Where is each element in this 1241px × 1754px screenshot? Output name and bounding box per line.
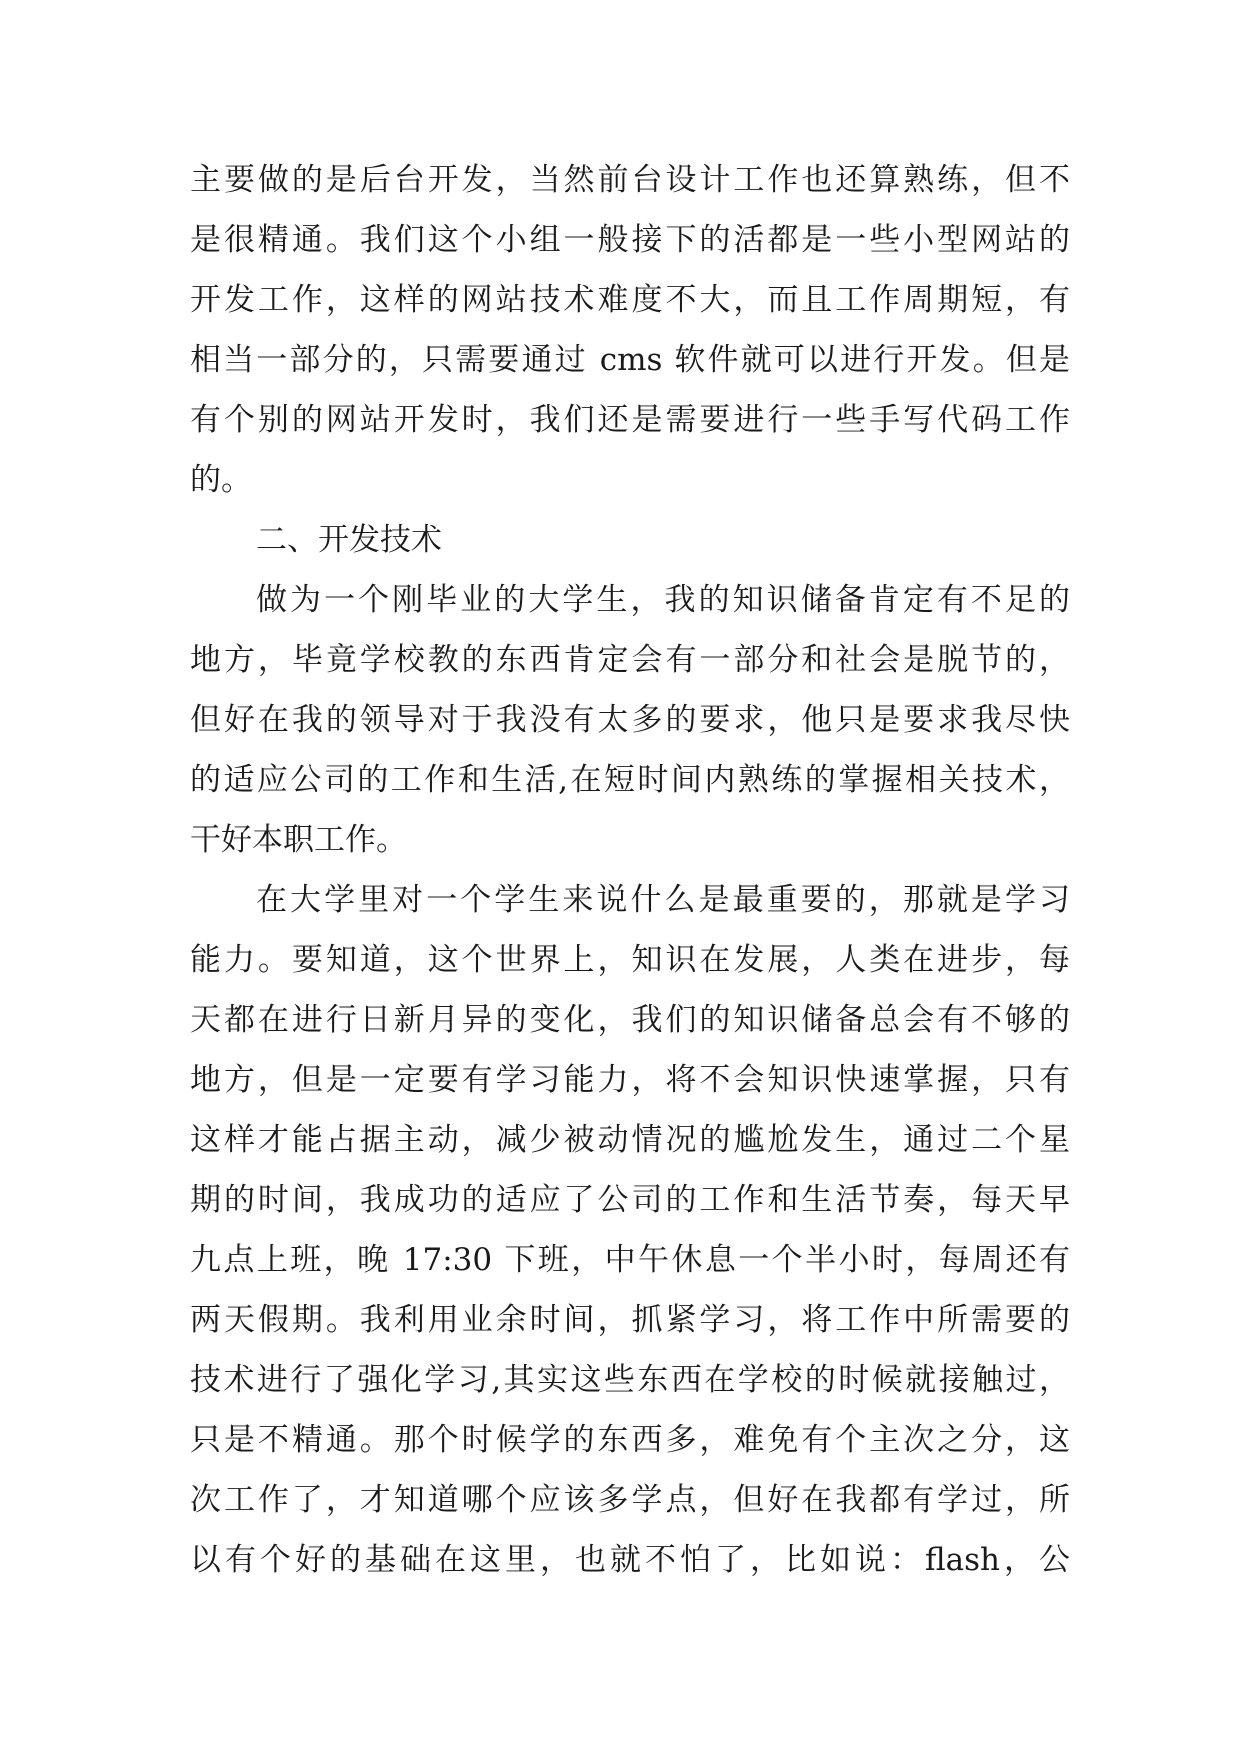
text-line: 两天假期。我利用业余时间，抓紧学习，将工作中所需要的 (190, 1302, 1070, 1338)
text-line: 地方，毕竟学校教的东西肯定会有一部分和社会是脱节的， (190, 642, 1070, 678)
text-line: 开发工作，这样的网站技术难度不大，而且工作周期短，有 (190, 282, 1070, 318)
text-line: 相当一部分的，只需要通过 cms 软件就可以进行开发。但是 (190, 342, 1070, 378)
text-line: 的适应公司的工作和生活,在短时间内熟练的掌握相关技术， (190, 762, 1070, 798)
text-line: 是很精通。我们这个小组一般接下的活都是一些小型网站的 (190, 222, 1070, 258)
paragraph-3 (190, 870, 1070, 1590)
text-line: 以有个好的基础在这里，也就不怕了，比如说：flash，公 (190, 1542, 1070, 1578)
document-body (190, 150, 1070, 1590)
text-line: 做为一个刚毕业的大学生，我的知识储备肯定有不足的 (256, 582, 1070, 618)
text-line: 主要做的是后台开发，当然前台设计工作也还算熟练，但不 (190, 162, 1070, 198)
text-line: 在大学里对一个学生来说什么是最重要的，那就是学习 (256, 882, 1070, 918)
text-line: 这样才能占据主动，减少被动情况的尴尬发生，通过二个星 (190, 1122, 1070, 1158)
text-line: 能力。要知道，这个世界上，知识在发展，人类在进步，每 (190, 942, 1070, 978)
text-line: 干好本职工作。 (190, 822, 407, 858)
section-heading: 二、开发技术 (256, 522, 442, 558)
paragraph-2 (190, 570, 1070, 870)
text-line: 的。 (190, 462, 252, 498)
text-line: 只是不精通。那个时候学的东西多，难免有个主次之分，这 (190, 1422, 1070, 1458)
text-line: 期的时间，我成功的适应了公司的工作和生活节奏，每天早 (190, 1182, 1070, 1218)
text-line: 技术进行了强化学习,其实这些东西在学校的时候就接触过， (190, 1362, 1070, 1398)
text-line: 天都在进行日新月异的变化，我们的知识储备总会有不够的 (190, 1002, 1070, 1038)
text-line: 地方，但是一定要有学习能力，将不会知识快速掌握，只有 (190, 1062, 1070, 1098)
text-line: 但好在我的领导对于我没有太多的要求，他只是要求我尽快 (190, 702, 1070, 738)
paragraph-1 (190, 150, 1070, 510)
text-line: 有个别的网站开发时，我们还是需要进行一些手写代码工作 (190, 402, 1070, 438)
text-line: 次工作了，才知道哪个应该多学点，但好在我都有学过，所 (190, 1482, 1070, 1518)
text-line: 九点上班，晚 17:30 下班，中午休息一个半小时，每周还有 (190, 1242, 1070, 1278)
